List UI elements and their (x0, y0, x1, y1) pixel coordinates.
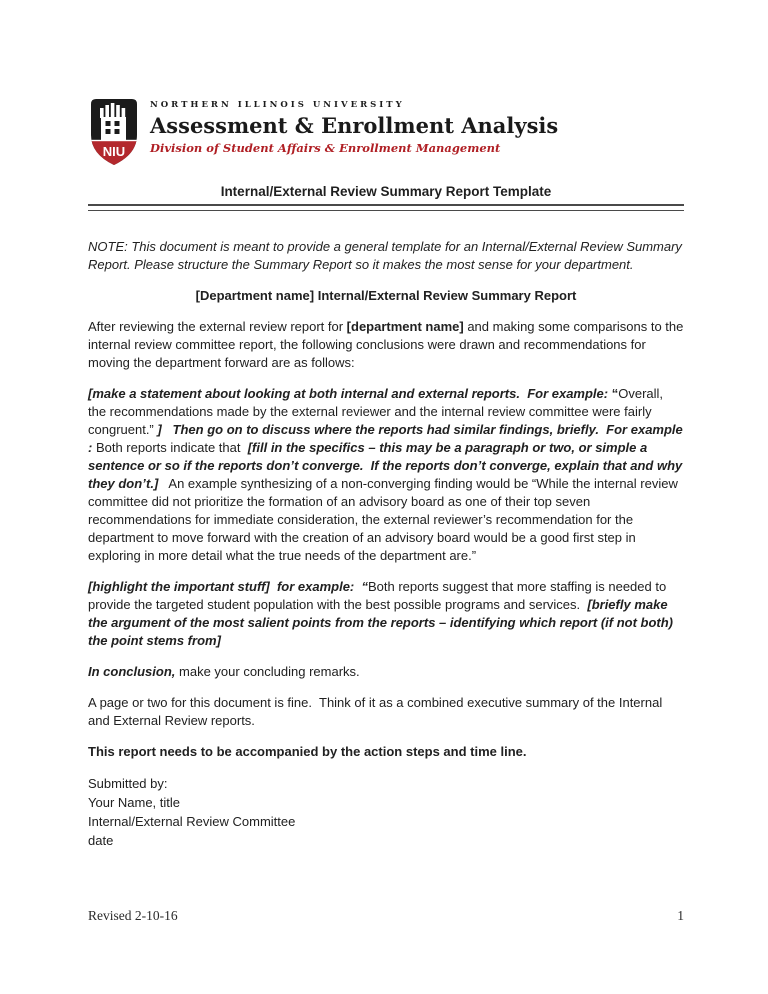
page-number: 1 (677, 908, 684, 923)
submitted-date-line: date (88, 833, 114, 848)
document-body (88, 238, 687, 850)
text-segment: make your concluding remarks. (175, 664, 360, 679)
niu-shield-logo (88, 97, 140, 167)
letterhead-text (150, 97, 558, 155)
text-segment-bold-italic: [fill in the specifics – this may be a paragraph or two, or simple a sentence or so if the reports don’t converge. If the reports don’t converge, explain that and why they don’t.] (88, 440, 686, 491)
text-segment: After reviewing the external review report for (88, 319, 347, 334)
submitted-name-line: Your Name, title (88, 795, 181, 810)
text-segment: and making some comparisons to the internal review committee report, the following conclusions were drawn and recommendations for moving the department forward are as follows: (88, 319, 687, 370)
text-segment: Overall, the recommendations made by the external reviewer and the internal review committee were fairly congruent.” (88, 386, 667, 437)
university-name: NORTHERN ILLINOIS UNIVERSITY (150, 100, 405, 110)
text-segment: Both reports suggest that more staffing is needed to provide the targeted student population with the best possible programs and services. (88, 579, 670, 612)
document-title: Internal/External Review Summary Report Template (220, 184, 552, 199)
department-name: Assessment & Enrollment Analysis (150, 113, 559, 138)
shield-divider (88, 140, 140, 141)
revision-date: Revised 2-10-16 (88, 908, 178, 923)
title-divider-rule (88, 204, 684, 211)
shield-niu-text: NIU (102, 144, 126, 159)
text-segment-bold-italic: In conclusion, (88, 664, 176, 679)
text-segment-bold-italic: [make a statement about looking at both internal and external reports. For example: (88, 386, 612, 401)
text-segment-bold-italic: [briefly make the argument of the most salient points from the reports – identifying which report (if not both) the point stems from] (88, 597, 677, 648)
section-heading: [Department name] Internal/External Review Summary Report (195, 288, 577, 303)
text-segment: An example synthesizing of a non-converging finding would be “While the internal review committee did not prioritize the formation of an advisory board as one of their top seven recommendations for immediate consideration, the external reviewer’s recommendation for the department to move forward with the creation of an advisory board would be a good first step in exploring in more detail what the true needs of the department are.” (88, 476, 682, 563)
division-name: Division of Student Affairs & Enrollment Management (150, 141, 501, 156)
note-paragraph: NOTE: This document is meant to provide a general template for an Internal/External Review Summary Report. Please structure the Summary Report so it makes the most sense for your department. (88, 239, 686, 272)
submitted-by-block (88, 774, 684, 850)
text-segment-bold-italic: [highlight the important stuff] for example: “ (88, 579, 368, 594)
letterhead (88, 0, 684, 167)
paragraph-accompany: This report needs to be accompanied by the action steps and time line. (88, 744, 527, 759)
page-footer (88, 908, 684, 924)
submitted-by-label: Submitted by: (88, 776, 168, 791)
paragraph-after-reviewing (88, 318, 687, 372)
paragraph-make-statement (88, 385, 687, 565)
text-segment-bold: “ (611, 386, 619, 401)
text-segment-bold-italic: ] Then go on to discuss where the reports had similar findings, briefly. For example : (88, 422, 687, 455)
paragraph-page-length: A page or two for this document is fine. Think of it as a combined executive summary of the Internal and External Review reports. (88, 695, 666, 728)
submitted-committee-line: Internal/External Review Committee (88, 814, 296, 829)
paragraph-highlight (88, 578, 684, 650)
paragraph-conclusion (88, 663, 684, 681)
text-segment-bold: [department name] (346, 319, 464, 334)
text-segment: Both reports indicate that (95, 440, 248, 455)
